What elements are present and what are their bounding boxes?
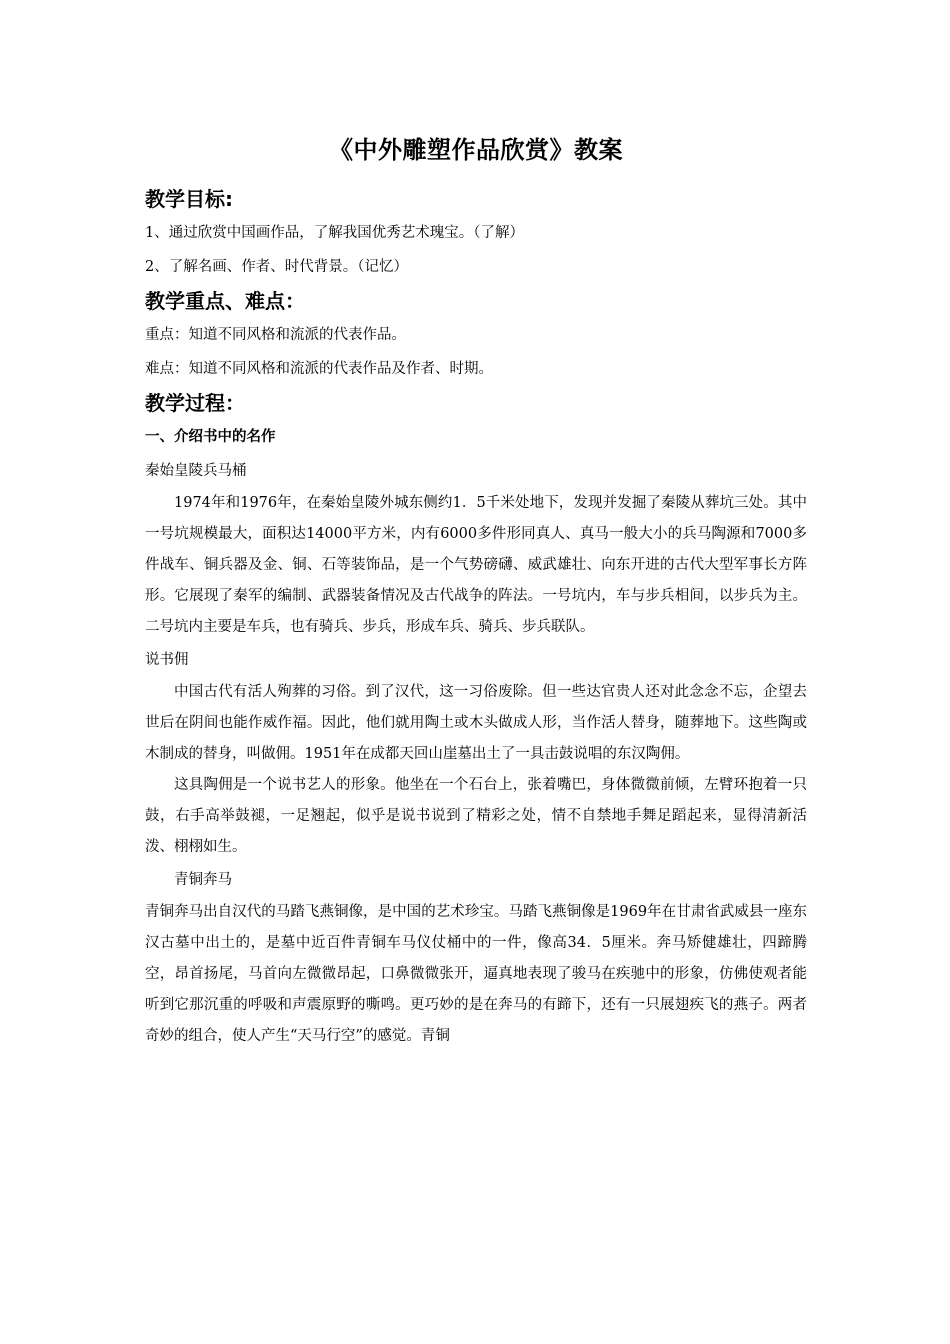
focus-line: 重点：知道不同风格和流派的代表作品。 (145, 327, 406, 343)
key-points-heading: 教学重点、难点： (145, 289, 305, 313)
paragraph-bronze-horse: 青铜奔马出自汉代的马踏飞燕铜像，是中国的艺术珍宝。马踏飞燕铜像是1969年在甘肃省武威县一座东汉古墓中出土的，是墓中近百件青铜车马仪仗桶中的一件，像高34．5厘米。奔马矫健雄壮，四蹄腾空，昂首扬尾，马首向左微微昂起，口鼻微微张开，逼真地表现了骏马在疾驰中的形象，仿佛使观者能听到它那沉重的呼吸和声震原野的嘶鸣。更巧妙的是在奔马的有蹄下，还有一只展翅疾飞的燕子。两者奇妙的组合，使人产生“天马行空”的感觉。青铜 (145, 904, 807, 1044)
document-title: 《中外雕塑作品欣赏》教案 (329, 136, 623, 164)
objectives-heading: 教学目标: (145, 187, 233, 211)
process-heading: 教学过程： (145, 391, 245, 415)
difficulty-line: 难点：知道不同风格和流派的代表作品及作者、时期。 (145, 361, 493, 377)
paragraph-storyteller-1: 中国古代有活人殉葬的习俗。到了汉代，这一习俗废除。但一些达官贵人还对此念念不忘，企望去世后在阴间也能作威作福。因此，他们就用陶土或木头做成人形，当作活人替身，随葬地下。这些陶或木制成的替身，叫做佣。1951年在成都天回山崖墓出土了一具击鼓说唱的东汉陶佣。 (145, 684, 807, 762)
work-title-storyteller: 说书佣 (145, 652, 189, 668)
document-body (145, 130, 807, 1052)
work-title-terracotta: 秦始皇陵兵马桶 (145, 463, 247, 479)
part1-heading: 一、介绍书中的名作 (145, 429, 276, 445)
objective-item-1: 1、通过欣赏中国画作品，了解我国优秀艺术瑰宝。（了解） (145, 225, 524, 241)
paragraph-storyteller-2: 这具陶佣是一个说书艺人的形象。他坐在一个石台上，张着嘴巴，身体微微前倾，左臂环抱着一只鼓，右手高举鼓褪，一足翘起，似乎是说书说到了精彩之处，情不自禁地手舞足蹈起来，显得清新活泼、栩栩如生。 (145, 777, 807, 855)
objective-item-2: 2、了解名画、作者、时代背景。（记忆） (145, 259, 408, 275)
work-title-bronze-horse: 青铜奔马 (174, 872, 232, 888)
paragraph-terracotta: 1974年和1976年，在秦始皇陵外城东侧约1．5千米处地下，发现并发掘了秦陵从葬坑三处。其中一号坑规模最大，面积达14000平方米，内有6000多件形同真人、真马一般大小的兵马陶源和7000多件战车、铜兵器及金、铜、石等装饰品，是一个气势磅礴、威武雄壮、向东开进的古代大型军事长方阵形。它展现了秦军的编制、武器装备情况及古代战争的阵法。一号坑内，车与步兵相间，以步兵为主。二号坑内主要是车兵，也有骑兵、步兵，形成车兵、骑兵、步兵联队。 (145, 495, 807, 635)
